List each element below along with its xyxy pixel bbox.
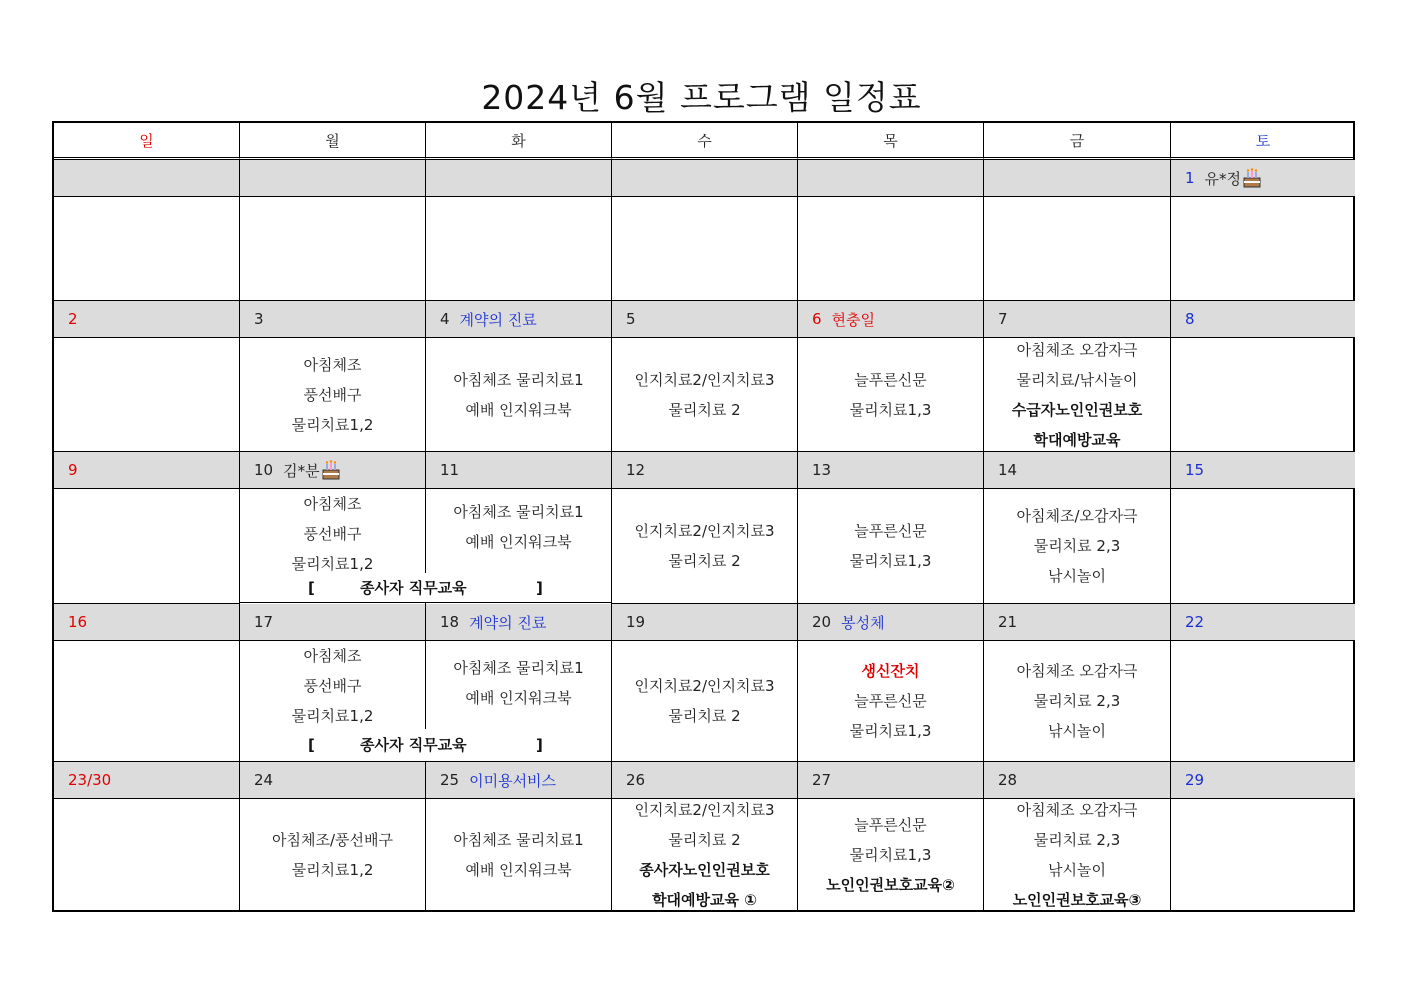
schedule-cell [984,197,1171,301]
activity: 풍선배구 [303,525,362,543]
weekday-mon: 월 [240,123,426,160]
schedule-cell [984,641,1171,762]
activity: 아침체조 [303,355,362,374]
activity: 아침체조 물리치료1 [453,830,584,849]
weekday-sun: 일 [54,123,240,160]
event-label: 봉성체 [841,613,885,632]
activity: 아침체조 물리치료1 [453,370,584,389]
activity-highlight: 노인인권보호교육② [826,875,955,894]
schedule-cell [798,197,984,301]
activity: 물리치료 2 [668,830,741,849]
activity: 아침체조 [303,647,362,665]
activity: 물리치료 2 [668,552,741,570]
bracket-open: [ [308,579,315,597]
activity: 물리치료 2 [668,707,741,725]
activity: 풍선배구 [303,385,362,404]
activity: 예배 인지워크북 [465,689,572,707]
schedule-cell [984,489,1171,604]
activity: 아침체조/풍선배구 [272,830,393,849]
schedule-cell [426,799,612,910]
schedule-cell [426,338,612,452]
day-number: 10 [254,461,274,479]
activity: 예배 인지워크북 [465,860,572,879]
activity: 물리치료 2 [668,400,741,419]
activity: 낚시놀이 [1048,567,1106,585]
activity: 물리치료 2,3 [1033,830,1121,849]
day-number: 28 [998,771,1018,789]
day-number: 8 [1185,310,1195,328]
week4-body-row [54,799,1353,910]
schedule-cell [984,338,1171,452]
activity: 물리치료1,3 [849,845,932,864]
day-number: 6 [812,310,822,328]
staff-training-note [240,573,612,603]
staff-training-note [240,729,612,762]
schedule-cell [54,197,240,301]
week2-day-row [54,452,1353,489]
activity: 풍선배구 [303,677,362,695]
day-cell-empty [426,160,612,197]
schedule-cell [240,197,426,301]
activity: 예배 인지워크북 [465,533,572,551]
schedule-cell [1171,338,1355,452]
day-number: 17 [254,613,274,631]
day-number: 4 [440,310,450,328]
schedule-cell [54,799,240,910]
weekday-wed: 수 [612,123,798,160]
activity: 물리치료1,3 [849,400,932,419]
schedule-cell [54,338,240,452]
day-number: 22 [1185,613,1205,631]
week4-day-row [54,762,1353,799]
activity: 물리치료 2,3 [1033,537,1121,555]
activity: 물리치료1,3 [849,552,932,570]
activity: 물리치료 2,3 [1033,692,1121,710]
activity: 아침체조 오감자극 [1016,662,1138,680]
event-label: 계약의 진료 [469,613,547,632]
event-label: 이미용서비스 [469,771,557,790]
day-number: 24 [254,771,274,789]
activity: 늘푸른신문 [854,370,927,389]
birthday-cake-icon [1241,167,1263,189]
schedule-cell [1171,197,1355,301]
activity: 인지치료2/인지치료3 [634,370,775,389]
page-title: 2024년 6월 프로그램 일정표 [481,78,922,117]
schedule-cell [612,641,798,762]
schedule-cell [1171,799,1355,910]
day-number: 18 [440,613,460,631]
day-cell-empty [612,160,798,197]
birthday-cake-icon [320,459,342,481]
birthday-party-label: 생신잔치 [861,662,920,680]
weekday-tue: 화 [426,123,612,160]
day-number: 12 [626,461,646,479]
activity: 아침체조 [303,495,362,513]
birthday-name: 김*분 [283,461,320,480]
day-number: 3 [254,310,264,328]
week0-day-row [54,160,1353,197]
activity-highlight: 학대예방교육 [1033,430,1121,449]
activity: 인지치료2/인지치료3 [634,800,775,819]
activity: 인지치료2/인지치료3 [634,522,775,540]
day-number: 5 [626,310,636,328]
activity: 아침체조 물리치료1 [453,503,584,521]
schedule-cell [426,197,612,301]
day-number: 23/30 [68,771,112,789]
bracket-open: [ [308,736,315,754]
day-number: 26 [626,771,646,789]
activity: 아침체조 오감자극 [1016,800,1138,819]
weekday-header-row [54,123,1353,160]
day-number: 7 [998,310,1008,328]
day-number: 15 [1185,461,1205,479]
schedule-cell [1171,641,1355,762]
week1-day-row [54,301,1353,338]
activity: 아침체조 오감자극 [1016,340,1138,359]
bracket-close: ] [536,736,543,754]
day-number: 1 [1185,169,1195,187]
activity: 인지치료2/인지치료3 [634,677,775,695]
activity: 늘푸른신문 [854,692,927,710]
calendar-table [52,121,1355,912]
day-cell-sat [1171,160,1355,197]
schedule-cell [798,489,984,604]
staff-training-label: 종사자 직무교육 [360,579,467,597]
day-number: 11 [440,461,460,479]
weekday-fri: 금 [984,123,1171,160]
activity-highlight: 종사자노인인권보호 [639,860,770,879]
activity: 늘푸른신문 [854,815,927,834]
activity: 낚시놀이 [1048,860,1106,879]
bracket-close: ] [536,579,543,597]
day-number: 14 [998,461,1018,479]
day-number: 19 [626,613,646,631]
activity: 아침체조 물리치료1 [453,659,584,677]
schedule-cell [612,338,798,452]
week0-body-row [54,197,1353,301]
week3-day-row [54,604,1353,641]
schedule-cell [984,799,1171,910]
day-cell-empty [54,160,240,197]
activity: 예배 인지워크북 [465,400,572,419]
activity: 물리치료/낚시놀이 [1016,370,1138,389]
day-number: 29 [1185,771,1205,789]
week1-body-row [54,338,1353,452]
activity: 아침체조/오감자극 [1016,507,1138,525]
schedule-cell [240,799,426,910]
schedule-cell [798,641,984,762]
weekday-sat: 토 [1171,123,1355,160]
activity-highlight: 노인인권보호교육③ [1012,890,1142,909]
activity-highlight: 수급자노인인권보호 [1011,400,1143,419]
birthday-name: 유*정 [1204,169,1242,188]
activity: 물리치료1,2 [291,415,374,434]
day-cell-empty [240,160,426,197]
schedule-cell [240,338,426,452]
schedule-cell [798,799,984,910]
day-number: 21 [998,613,1018,631]
day-number: 13 [812,461,832,479]
event-label: 계약의 진료 [459,310,537,329]
day-number: 16 [68,613,88,631]
activity: 물리치료1,2 [291,860,374,879]
day-number: 20 [812,613,832,631]
schedule-cell [798,338,984,452]
holiday-label: 현충일 [831,310,876,329]
staff-training-label: 종사자 직무교육 [360,736,467,754]
schedule-cell [54,489,240,604]
schedule-cell [1171,489,1355,604]
day-number: 9 [68,461,78,479]
day-number: 25 [440,771,460,789]
schedule-cell [612,197,798,301]
activity: 낚시놀이 [1048,722,1106,740]
activity: 물리치료1,2 [291,707,374,725]
schedule-cell [612,799,798,910]
schedule-cell [54,641,240,762]
schedule-cell [612,489,798,604]
day-number: 2 [68,310,78,328]
day-cell-empty [798,160,984,197]
day-number: 27 [812,771,832,789]
day-cell-empty [984,160,1171,197]
activity: 물리치료1,2 [291,555,374,573]
activity: 물리치료1,3 [849,722,932,740]
weekday-thu: 목 [798,123,984,160]
activity: 늘푸른신문 [854,522,927,540]
activity-highlight: 학대예방교육 ① [652,890,757,909]
